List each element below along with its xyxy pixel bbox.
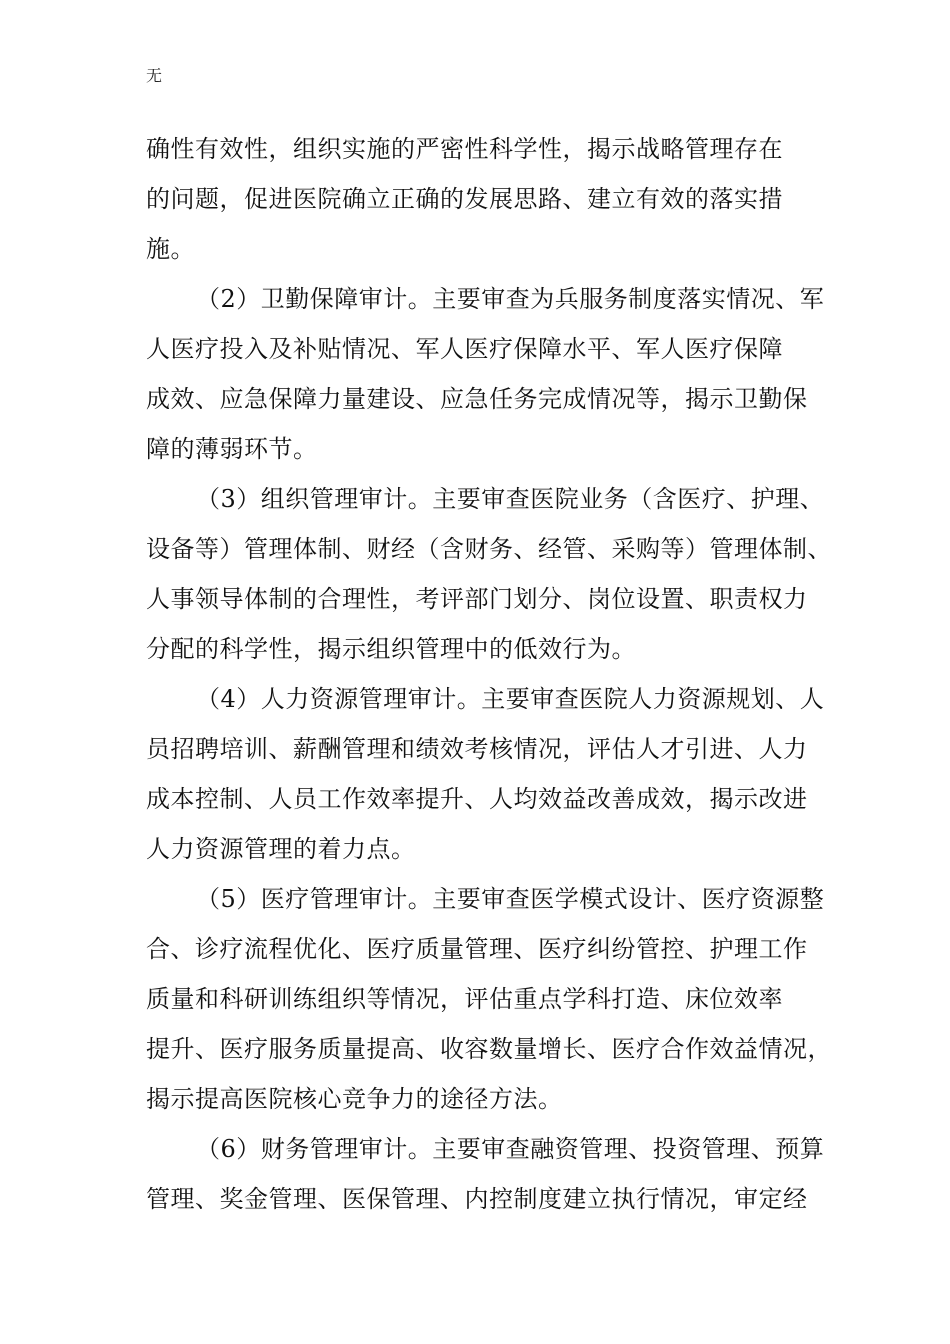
document-body bbox=[146, 124, 832, 1224]
text-line: 设备等）管理体制、财经（含财务、经管、采购等）管理体制、 bbox=[146, 535, 832, 563]
text-line: 揭示提高医院核心竞争力的途径方法。 bbox=[146, 1085, 563, 1113]
text-line: 确性有效性，组织实施的严密性科学性，揭示战略管理存在 bbox=[146, 135, 783, 163]
paragraph-start-line: （5）医疗管理审计。主要审查医学模式设计、医疗资源整 bbox=[196, 885, 825, 913]
text-line: 人事领导体制的合理性，考评部门划分、岗位设置、职责权力 bbox=[146, 585, 808, 613]
text-line: 质量和科研训练组织等情况，评估重点学科打造、床位效率 bbox=[146, 985, 783, 1013]
text-line: 人医疗投入及补贴情况、军人医疗保障水平、军人医疗保障 bbox=[146, 335, 783, 363]
text-line: 成效、应急保障力量建设、应急任务完成情况等，揭示卫勤保 bbox=[146, 385, 808, 413]
text-line: 管理、奖金管理、医保管理、内控制度建立执行情况，审定经 bbox=[146, 1185, 808, 1213]
text-line: 障的薄弱环节。 bbox=[146, 435, 318, 463]
paragraph-start-line: （6）财务管理审计。主要审查融资管理、投资管理、预算 bbox=[196, 1135, 825, 1163]
paragraph-start-line: （3）组织管理审计。主要审查医院业务（含医疗、护理、 bbox=[196, 485, 825, 513]
text-line: 合、诊疗流程优化、医疗质量管理、医疗纠纷管控、护理工作 bbox=[146, 935, 808, 963]
text-line: 的问题，促进医院确立正确的发展思路、建立有效的落实措 bbox=[146, 185, 783, 213]
page-header: 无 bbox=[146, 66, 163, 85]
paragraph-start-line: （2）卫勤保障审计。主要审查为兵服务制度落实情况、军 bbox=[196, 285, 825, 313]
text-line: 施。 bbox=[146, 235, 195, 263]
text-line: 分配的科学性，揭示组织管理中的低效行为。 bbox=[146, 635, 636, 663]
text-line: 提升、医疗服务质量提高、收容数量增长、医疗合作效益情况， bbox=[146, 1035, 832, 1063]
text-line: 员招聘培训、薪酬管理和绩效考核情况，评估人才引进、人力 bbox=[146, 735, 808, 763]
paragraph-start-line: （4）人力资源管理审计。主要审查医院人力资源规划、人 bbox=[196, 685, 825, 713]
text-line: 成本控制、人员工作效率提升、人均效益改善成效，揭示改进 bbox=[146, 785, 808, 813]
text-line: 人力资源管理的着力点。 bbox=[146, 835, 416, 863]
